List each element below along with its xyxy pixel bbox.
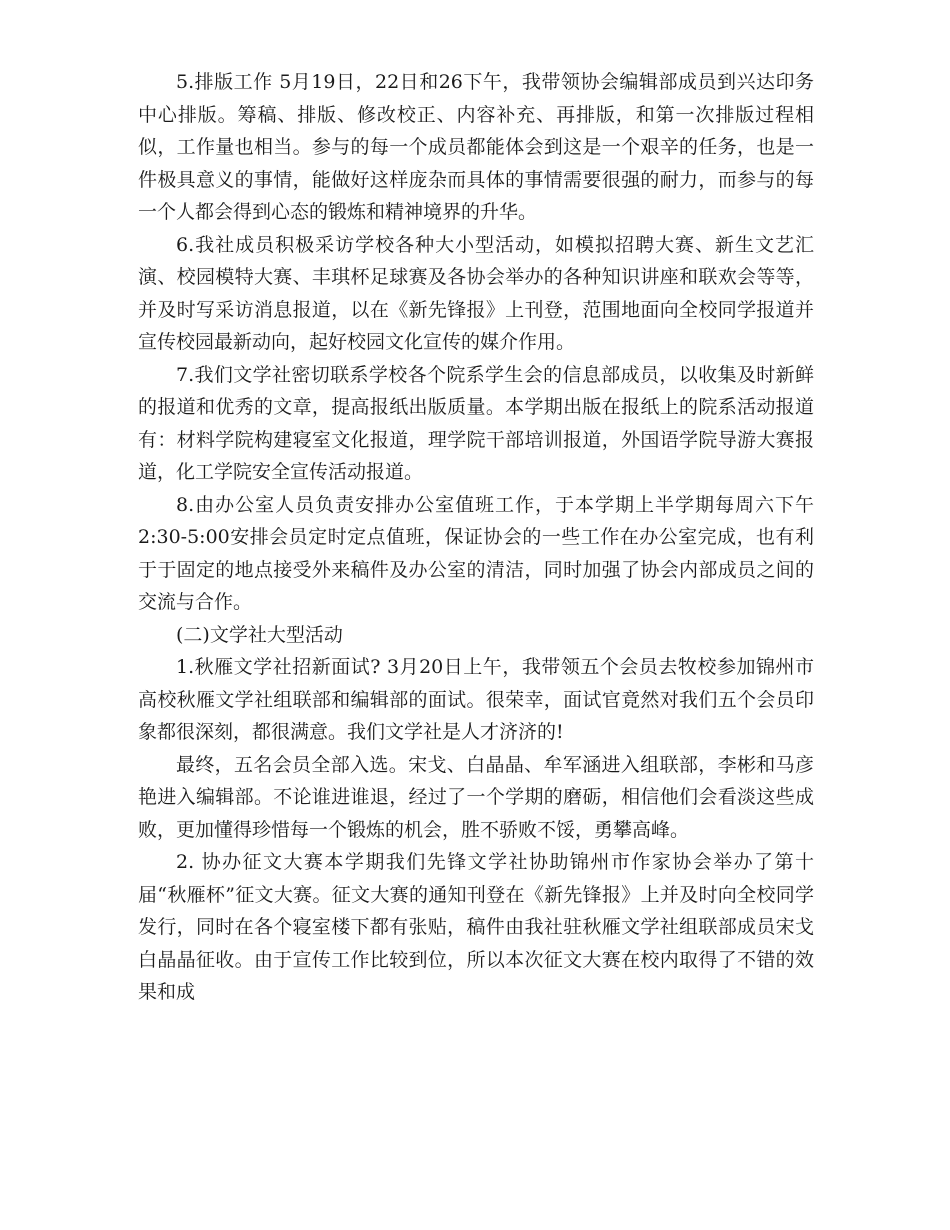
document-body [138,66,814,1009]
paragraph-event-2-essay-contest: 2. 协办征文大赛本学期我们先锋文学社协助锦州市作家协会举办了第十届“秋雁杯”征文大赛。征文大赛的通知刊登在《新先锋报》上并及时向全校同学发行，同时在各个寝室楼下都有张贴，稿件由我社驻秋雁文学社组联部成员宋戈白晶晶征收。由于宣传工作比较到位，所以本次征文大赛在校内取得了不错的效果和成 [138,851,814,1003]
paragraph-item-8-office-duty: 8.由办公室人员负责安排办公室值班工作，于本学期上半学期每周六下午2:30-5:00安排会员定时定点值班，保证协会的一些工作在办公室完成，也有利于于固定的地点接受外来稿件及办公室的清洁，同时加强了协会内部成员之间的交流与合作。 [138,493,814,613]
paragraph-item-5-typesetting: 5.排版工作 5月19日，22日和26下午，我带领协会编辑部成员到兴达印务中心排版。筹稿、排版、修改校正、内容补充、再排版，和第一次排版过程相似，工作量也相当。参与的每一个成员都能体会到这是一个艰辛的任务，也是一件极具意义的事情，能做好这样庞杂而具体的事情需要很强的耐力，而参与的每一个人都会得到心态的锻炼和精神境界的升华。 [138,71,814,223]
section-heading-major-events: (二)文学社大型活动 [176,623,343,646]
paragraph-event-1-recruitment: 1.秋雁文学社招新面试? 3月20日上午，我带领五个会员去牧校参加锦州市高校秋雁文学社组联部和编辑部的面试。很荣幸，面试官竟然对我们五个会员印象都很深刻，都很满意。我们文学社是人才济济的! [138,656,814,743]
paragraph-item-6-interviews: 6.我社成员积极采访学校各种大小型活动，如模拟招聘大赛、新生文艺汇演、校园模特大赛、丰琪杯足球赛及各协会举办的各种知识讲座和联欢会等等，并及时写采访消息报道，以在《新先锋报》上刊登，范围地面向全校同学报道并宣传校园最新动向，起好校园文化宣传的媒介作用。 [138,233,814,353]
paragraph-item-7-reports: 7.我们文学社密切联系学校各个院系学生会的信息部成员，以收集及时新鲜的报道和优秀的文章，提高报纸出版质量。本学期出版在报纸上的院系活动报道有：材料学院构建寝室文化报道，理学院干部培训报道，外国语学院导游大赛报道，化工学院安全宣传活动报道。 [138,363,814,483]
paragraph-event-1-result: 最终，五名会员全部入选。宋戈、白晶晶、牟军涵进入组联部，李彬和马彦艳进入编辑部。不论谁进谁退，经过了一个学期的磨砺，相信他们会看淡这些成败，更加懂得珍惜每一个锻炼的机会，胜不骄败不馁，勇攀高峰。 [138,753,814,841]
